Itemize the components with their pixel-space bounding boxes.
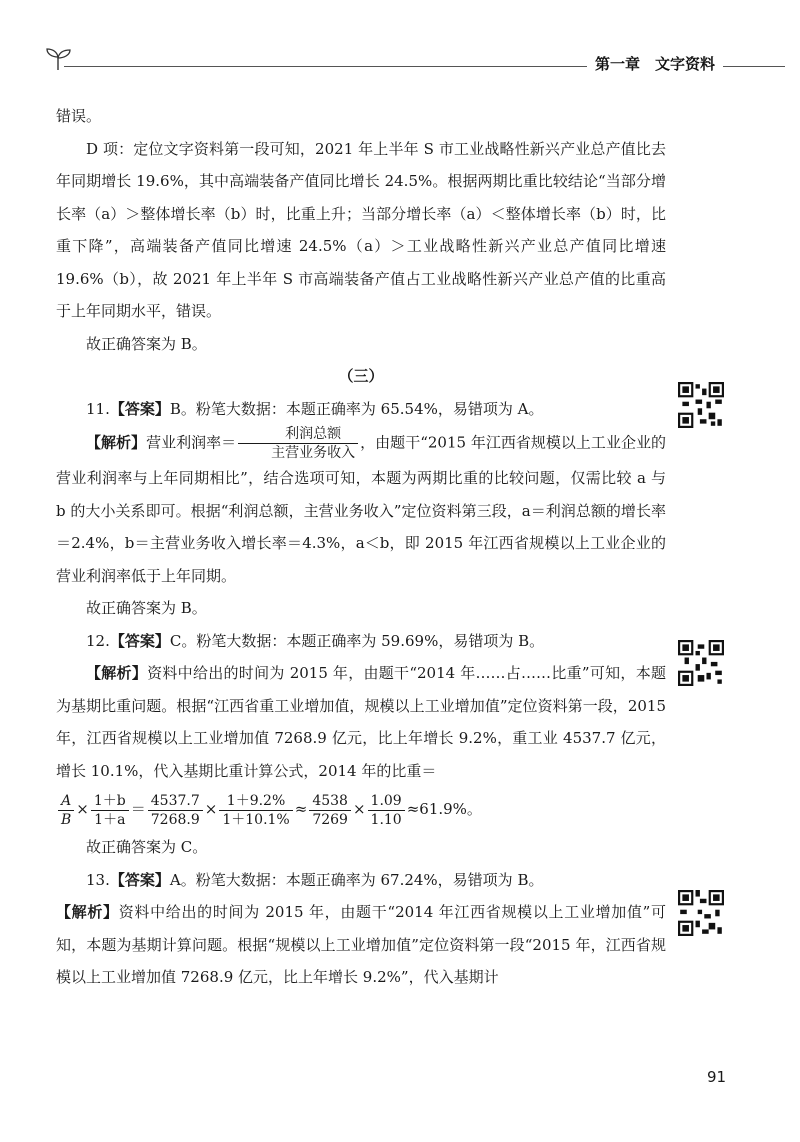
- fraction-profit-rate: [238, 425, 358, 462]
- question-13-analysis: [56, 896, 666, 994]
- analysis-text: 资料中给出的时间为 2015 年，由题干“2014 年江西省规模以上工业增加值”可知，本题为基期计算问题。根据“规模以上工业增加值”定位资料第一段“2015 年，江西省规模以上工业增加值 7268.9 亿元，比上年增长 9.2%”，代入基期计: [56, 903, 666, 986]
- qr-code-icon[interactable]: [678, 640, 724, 686]
- fraction-rounded-values: [309, 792, 351, 829]
- page-header: [40, 40, 785, 80]
- fraction-denominator: B: [58, 810, 74, 829]
- times-sign: ×: [204, 800, 218, 818]
- formula-result: 61.9%。: [419, 800, 482, 818]
- question-number: 13.: [86, 870, 110, 889]
- analysis-text: 营业利润率＝: [146, 433, 237, 452]
- approx-sign: ≈: [406, 800, 420, 818]
- fraction-numerator: 4537.7: [150, 792, 200, 809]
- fraction-denominator: 1.10: [368, 810, 405, 829]
- section-heading: （三）: [338, 367, 384, 385]
- equals-sign: ＝: [130, 800, 146, 818]
- analysis-tag: 【解析】: [86, 664, 148, 682]
- answer-conclusion-11: 故正确答案为 B。: [86, 599, 207, 617]
- question-number: 12.: [86, 631, 110, 650]
- answer-tag: 【答案】: [109, 399, 170, 418]
- fraction-growth-ratio: [91, 792, 129, 829]
- paragraph-continuation: 错误。: [56, 107, 102, 125]
- question-11-answer: [56, 393, 666, 426]
- analysis-text: 资料中给出的时间为 2015 年，由题干“2014 年……占……比重”可知，本题为基期比重问题。根据“江西省重工业增加值，规模以上工业增加值”定位资料第一段，2015 年，江西省规模以上工业增加值 7268.9 亿元，比上年增长 9.2%，重工业 4537.7 亿元，增长 10.1%，代入基期比重计算公式，2014 年的比重＝: [56, 664, 666, 780]
- fraction-numerator: 1.09: [370, 792, 402, 809]
- approx-sign: ≈: [294, 800, 308, 818]
- fraction-numerator: 1＋9.2%: [226, 792, 286, 809]
- analysis-tag: 【解析】: [86, 433, 147, 452]
- paragraph-option-d: D 项：定位文字资料第一段可知，2021 年上半年 S 市工业战略性新兴产业总产值比去年同期增长 19.6%，其中高端装备产值同比增长 24.5%。根据两期比重比较结论“当部分增长率（a）＞整体增长率（b）时，比重上升；当部分增长率（a）＜整体增长率（b）时，比重下降”，高端装备产值同比增速 24.5%（a）＞工业战略性新兴产业总产值同比增速 19.6%（b），故 2021 年上半年 S 市高端装备产值占工业战略性新兴产业总产值的比重高于上年同期水平，错误。: [56, 139, 666, 320]
- question-13-answer: [56, 864, 666, 897]
- fraction-denominator: 1＋a: [91, 810, 129, 829]
- question-12-analysis: [56, 657, 666, 787]
- times-sign: ×: [76, 800, 89, 818]
- fraction-numerator: 4538: [312, 792, 348, 809]
- qr-code-icon[interactable]: [678, 382, 724, 428]
- fraction-denominator: 1＋10.1%: [219, 810, 292, 829]
- fraction-rounded-rates: [368, 792, 405, 829]
- formula-base-period-ratio: [56, 787, 666, 831]
- answer-text: C。粉笔大数据：本题正确率为 59.69%，易错项为 B。: [169, 631, 545, 650]
- fraction-rates: [219, 792, 292, 829]
- page-body: [56, 100, 666, 994]
- fraction-denominator: 7268.9: [148, 810, 203, 829]
- page-number: 91: [707, 1068, 727, 1086]
- qr-code-icon[interactable]: [678, 890, 724, 936]
- analysis-tag: 【解析】: [56, 903, 119, 921]
- analysis-text: ，由题干“2015 年江西省规模以上工业企业的营业利润率与上年同期相比”，结合选项可知，本题为两期比重的比较问题，仅需比较 a 与 b 的大小关系即可。根据“利润总额，主营业务收入”定位资料第三段，a＝利润总额的增长率＝2.4%，b＝主营业务收入增长率＝4.3%，a＜b，即 2015 年江西省规模以上工业企业的营业利润率低于上年同期。: [56, 433, 666, 585]
- question-number: 11.: [86, 399, 110, 418]
- answer-text: A。粉笔大数据：本题正确率为 67.24%，易错项为 B。: [169, 870, 544, 889]
- answer-conclusion-12: 故正确答案为 C。: [86, 838, 208, 856]
- question-11-analysis: [56, 425, 666, 592]
- answer-conclusion-10: 故正确答案为 B。: [86, 334, 207, 353]
- sprout-icon: [44, 46, 74, 72]
- fraction-numerator: 1＋b: [93, 792, 126, 809]
- fraction-denominator: 主营业务收入: [238, 443, 358, 462]
- answer-tag: 【答案】: [109, 631, 170, 650]
- fraction-values: [148, 792, 203, 829]
- fraction-denominator: 7269: [309, 810, 351, 829]
- fraction-numerator: 利润总额: [285, 426, 342, 442]
- chapter-title: 第一章 文字资料: [587, 53, 723, 74]
- question-12-answer: [56, 625, 666, 658]
- fraction-a-over-b: [58, 792, 74, 829]
- answer-text: B。粉笔大数据：本题正确率为 65.54%，易错项为 A。: [169, 399, 544, 418]
- fraction-numerator: A: [61, 792, 72, 809]
- times-sign: ×: [352, 800, 366, 818]
- answer-tag: 【答案】: [109, 870, 170, 889]
